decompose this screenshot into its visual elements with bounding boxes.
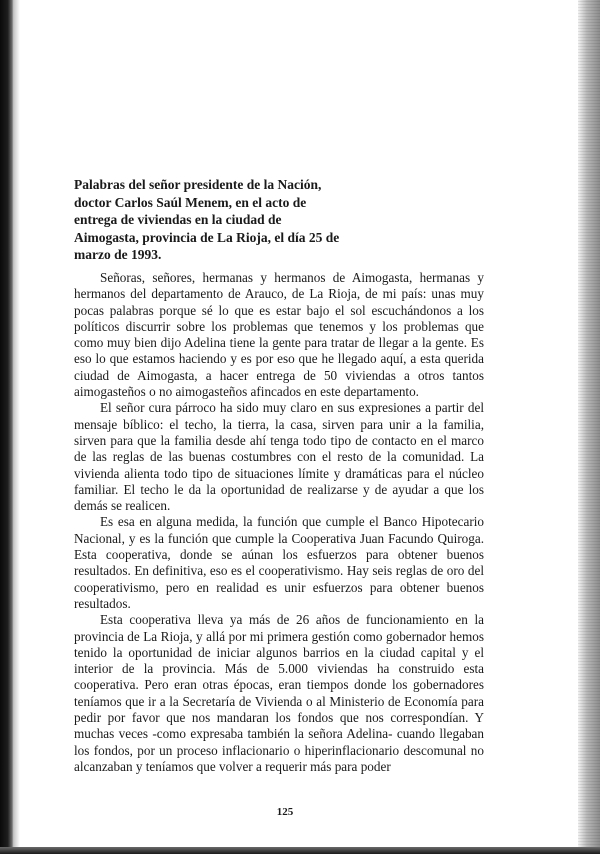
speech-title xyxy=(74,176,374,264)
scan-bottom-shadow xyxy=(0,847,600,854)
paragraph: El señor cura párroco ha sido muy claro en sus expresiones a partir del mensaje bíblico: el techo, la tierra, la casa, sirven para unir a la familia, sirven para que la familia desde ahí tenga todo tipo de contacto en el marco de las reglas de las buenas costumbres con el resto de la comunidad. La vivienda alienta todo tipo de situaciones límite y dramáticas para el núcleo familiar. El techo le da la oportunidad de realizarse y de ayudar a que los demás se realicen. xyxy=(74,400,484,514)
title-line: Palabras del señor presidente de la Nación, xyxy=(74,177,322,192)
title-line: doctor Carlos Saúl Menem, en el acto de xyxy=(74,194,307,210)
paragraph: Es esa en alguna medida, la función que cumple el Banco Hipotecario Nacional, y es la función que cumple la Cooperativa Juan Facundo Quiroga. Esta cooperativa, donde se aúnan los esfuerzos para obtener buenos resultados. En definitiva, eso es el cooperativismo. Hay seis reglas de oro del cooperativismo, pero en realidad es unir esfuerzos para obtener buenos resultados. xyxy=(74,514,484,611)
scan-left-shadow xyxy=(0,0,14,854)
title-line: Aimogasta, provincia de La Rioja, el día 25 de xyxy=(74,229,340,245)
paragraph: Esta cooperativa lleva ya más de 26 años de funcionamiento en la provincia de La Rioja, y allá por mi primera gestión como gobernador hemos tenido la oportunidad de iniciar algunos barrios en la ciudad capital y el interior de la provincia. Más de 5.000 viviendas ha construido esta cooperativa. Pero eran otras épocas, eran tiempos donde los gobernadores teníamos que ir a la Secretaría de Vivienda o al Ministerio de Economía para pedir por favor que nos mandaran los fondos que nos correspondían. Y muchas veces -como expresaba también la señora Adelina- cuando llegaban los fondos, por un proceso inflacionario o hiperinflacionario descomunal no alcanzaban y teníamos que volver a requerir más para poder xyxy=(74,612,484,774)
paragraph: Señoras, señores, hermanas y hermanos de Aimogasta, hermanas y hermanos del departamento de Arauco, de La Rioja, de mi país: unas muy pocas palabras porque sé lo que es estar bajo el sol escuchándonos a los políticos discurrir sobre los problemas que tenemos y los problemas que como muy bien dijo Adelina tiene la gente para tratar de llegar a la gente. Es eso lo que estamos haciendo y es por eso que he llegado aquí, a esta querida ciudad de Aimogasta, a hacer entrega de 50 viviendas a otros tantos aimogasteños o no aimogasteños afincados en este departamento. xyxy=(74,270,484,400)
page-number: 125 xyxy=(276,806,294,818)
scan-left-edge xyxy=(14,0,20,854)
speech-body xyxy=(74,270,484,775)
title-line: entrega de viviendas en la ciudad de xyxy=(74,212,282,228)
scan-right-shadow xyxy=(578,0,600,854)
title-line: marzo de 1993. xyxy=(74,247,162,263)
